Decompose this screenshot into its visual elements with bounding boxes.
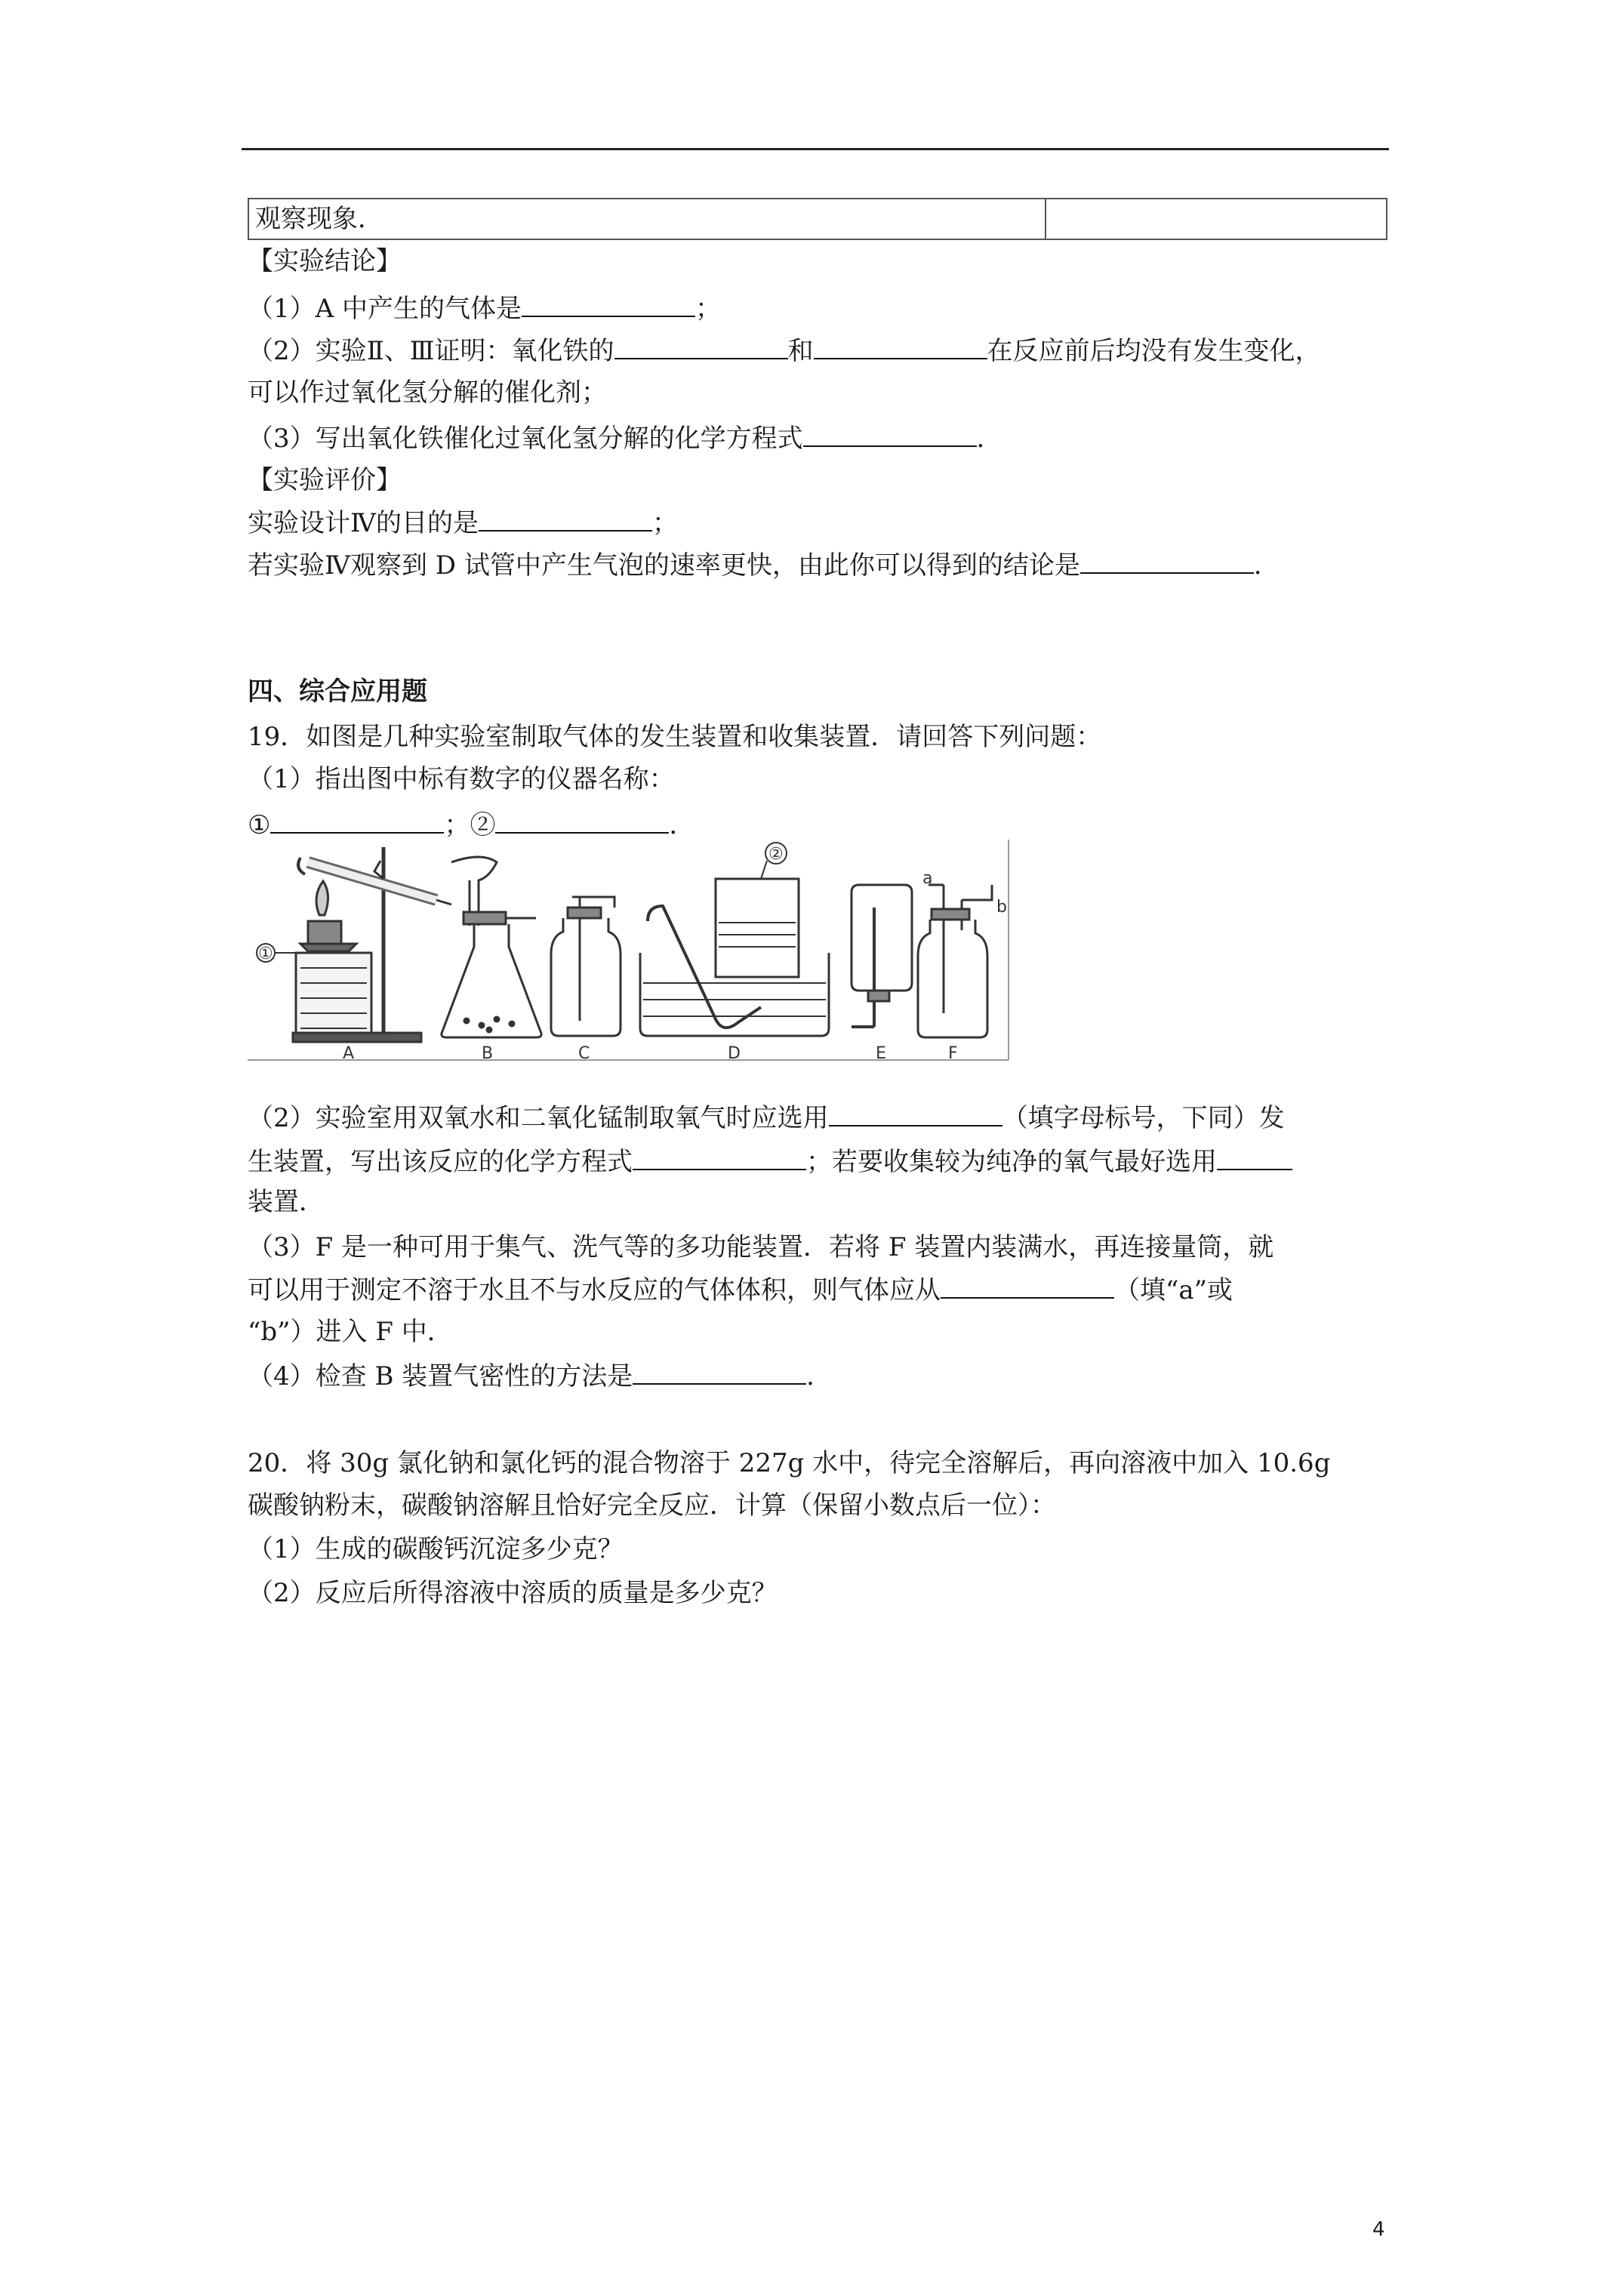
evaluation-l1: 实验设计Ⅳ的目的是 ； <box>248 503 678 543</box>
answer-blank[interactable] <box>633 1356 806 1385</box>
q20-stem-cont: 碳酸钠粉末，碳酸钠溶解且恰好完全反应．计算（保留小数点后一位）： <box>248 1490 1056 1521</box>
answer-blank[interactable] <box>522 288 695 317</box>
figure-label-a: A <box>343 1044 355 1063</box>
conclusion-q2-cont: 可以作过氧化氢分解的催化剂； <box>248 378 607 408</box>
q19-part2-end: 装置． <box>248 1187 325 1217</box>
answer-blank[interactable] <box>814 331 987 359</box>
answer-blank[interactable] <box>1217 1142 1292 1170</box>
answer-blank[interactable] <box>803 418 977 447</box>
figure-label-f: F <box>948 1044 958 1063</box>
apparatus-f <box>918 885 992 1037</box>
apparatus-c <box>551 897 621 1036</box>
answer-blank[interactable] <box>829 1098 1002 1126</box>
q20-stem: 20．将 30g 氯化钠和氯化钙的混合物溶于 227g 水中，待完全溶解后，再向溶液中加入 10.6g <box>248 1448 1331 1478</box>
apparatus-figure <box>248 840 1012 1063</box>
section-heading: 四、综合应用题 <box>248 676 427 707</box>
answer-blank[interactable] <box>1080 545 1254 574</box>
conclusion-q1: （1）A 中产生的气体是 ； <box>248 288 721 328</box>
q19-part2-cont: 生装置，写出该反应的化学方程式 ；若要收集较为纯净的氧气最好选用 <box>248 1142 1292 1182</box>
conclusion-q2: （2）实验Ⅱ、Ⅲ证明：氧化铁的 和 在反应前后均没有发生变化， <box>248 331 1321 371</box>
answer-blank[interactable] <box>270 805 444 834</box>
q19-part3-cont: 可以用于测定不溶于水且不与水反应的气体体积，则气体应从 （填“a”或 <box>248 1270 1233 1310</box>
conclusion-q3: （3）写出氧化铁催化过氧化氢分解的化学方程式 ． <box>248 418 1002 458</box>
apparatus-e <box>852 885 912 1027</box>
answer-blank[interactable] <box>614 331 788 359</box>
header-rule <box>242 148 1389 150</box>
q19-part3: （3）F 是一种可用于集气、洗气等的多功能装置．若将 F 装置内装满水，再连接量筒，就 <box>248 1232 1274 1262</box>
evaluation-l2: 若实验Ⅳ观察到 D 试管中产生气泡的速率更快，由此你可以得到的结论是 ． <box>248 545 1280 585</box>
figure-mark-1: ① <box>258 945 273 963</box>
q19-part2: （2）实验室用双氧水和二氧化锰制取氧气时应选用 （填字母标号，下同）发 <box>248 1098 1285 1138</box>
continuation-table <box>248 198 1387 240</box>
apparatus-d <box>640 843 829 1036</box>
table-cell: 观察现象． <box>249 199 1046 239</box>
conclusion-heading: 【实验结论】 <box>248 246 402 276</box>
q19-part4: （4）检查 B 装置气密性的方法是 ． <box>248 1356 832 1396</box>
figure-label-e: E <box>876 1044 886 1063</box>
figure-label-c: C <box>578 1044 590 1063</box>
figure-label-d: D <box>728 1044 741 1063</box>
answer-blank[interactable] <box>495 805 669 834</box>
answer-blank[interactable] <box>633 1142 806 1170</box>
evaluation-heading: 【实验评价】 <box>248 465 402 495</box>
q19-part1-answers: ① ；② ． <box>248 805 694 845</box>
q19-part1: （1）指出图中标有数字的仪器名称： <box>248 764 675 794</box>
q20-part1: （1）生成的碳酸钙沉淀多少克？ <box>248 1534 624 1564</box>
apparatus-b <box>442 857 541 1037</box>
page-number: 4 <box>1372 2218 1385 2241</box>
apparatus-a <box>257 847 451 1042</box>
figure-mark-2: ② <box>768 845 784 864</box>
figure-port-b: b <box>996 898 1007 917</box>
answer-blank[interactable] <box>479 503 652 532</box>
figure-label-b: B <box>482 1044 494 1063</box>
figure-port-a: a <box>922 869 933 888</box>
answer-blank[interactable] <box>941 1270 1114 1299</box>
q19-part3-end: “b”）进入 F 中． <box>248 1317 453 1347</box>
q20-part2: （2）反应后所得溶液中溶质的质量是多少克？ <box>248 1578 778 1608</box>
table-cell-empty <box>1046 199 1386 239</box>
q19-stem: 19．如图是几种实验室制取气体的发生装置和收集装置．请回答下列问题： <box>248 722 1102 752</box>
